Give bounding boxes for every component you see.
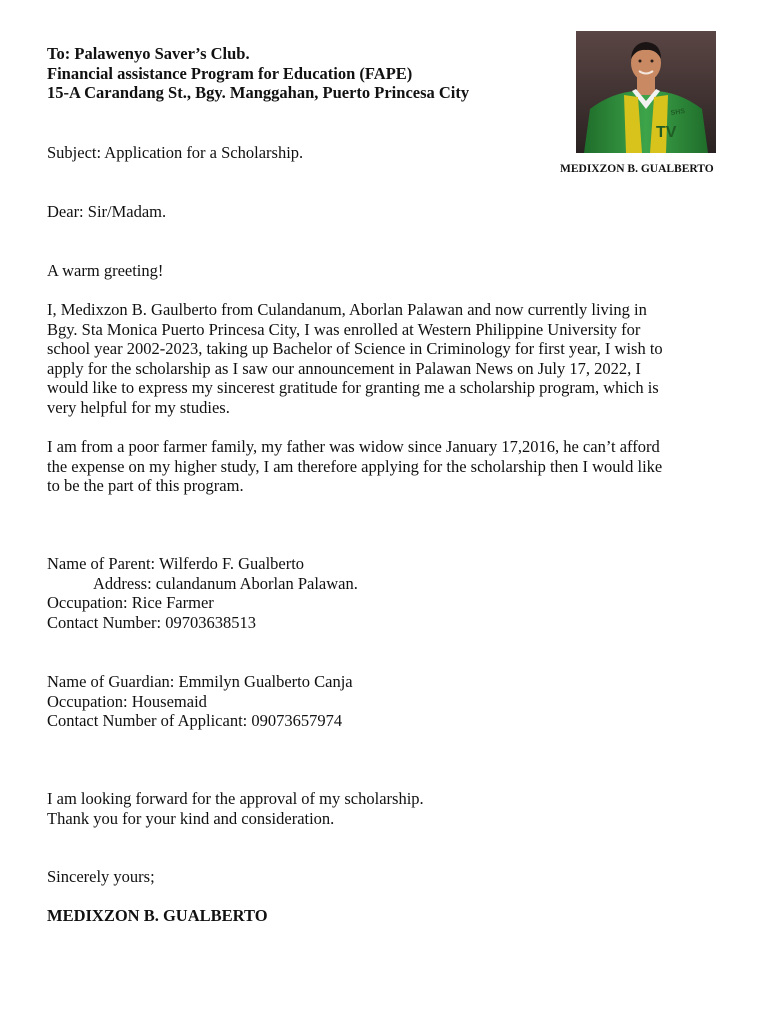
closing-line-1: I am looking forward for the approval of my scholarship.: [47, 789, 424, 808]
applicant-portrait-image: [576, 31, 716, 153]
sash-letters: TV: [656, 124, 677, 141]
paragraph-2-line: the expense on my higher study, I am therefore applying for the scholarship then I would like: [47, 456, 663, 476]
recipient-address: [47, 44, 469, 103]
salutation: Dear: Sir/Madam.: [47, 202, 167, 221]
sign-off: Sincerely yours;: [47, 867, 155, 886]
parent-name: Name of Parent: Wilferdo F. Gualberto: [47, 554, 305, 573]
parent-contact: Contact Number: 09703638513: [47, 612, 256, 632]
signature-name: MEDIXZON B. GUALBERTO: [47, 906, 268, 925]
applicant-photo: [576, 31, 716, 153]
subject-line: Subject: Application for a Scholarship.: [47, 143, 304, 162]
closing-line-2: Thank you for your kind and consideration.: [47, 808, 335, 828]
paragraph-1-line: Bgy. Sta Monica Puerto Princesa City, I was enrolled at Western Philippine University for: [47, 319, 641, 339]
applicant-contact: Contact Number of Applicant: 09073657974: [47, 711, 343, 731]
parent-address: Address: culandanum Aborlan Palawan.: [93, 573, 358, 593]
closing-remarks: [47, 789, 727, 828]
paragraph-1-line: I, Medixzon B. Gaulberto from Culandanum, Aborlan Palawan and now currently living in: [47, 300, 647, 319]
paragraph-2: [47, 437, 727, 496]
paragraph-2-line: to be the part of this program.: [47, 476, 244, 496]
recipient-line-2: Financial assistance Program for Education (FAPE): [47, 63, 413, 83]
sash-badge-text: SHS: [670, 108, 686, 117]
paragraph-1: [47, 300, 727, 418]
parent-info: [47, 554, 727, 632]
paragraph-1-line: would like to express my sincerest gratitude for granting me a scholarship program, which is: [47, 378, 659, 398]
photo-caption: MEDIXZON B. GUALBERTO: [560, 163, 714, 175]
paragraph-1-line: very helpful for my studies.: [47, 397, 230, 417]
paragraph-1-line: apply for the scholarship as I saw our announcement in Palawan News on July 17, 2022, I: [47, 358, 641, 378]
recipient-line-3: 15-A Carandang St., Bgy. Manggahan, Puerto Princesa City: [47, 83, 470, 103]
guardian-occupation: Occupation: Housemaid: [47, 691, 207, 711]
paragraph-1-line: school year 2002-2023, taking up Bachelor of Science in Criminology for first year, I wish to: [47, 339, 663, 359]
guardian-name: Name of Guardian: Emmilyn Gualberto Canja: [47, 672, 353, 691]
guardian-info: [47, 672, 727, 731]
recipient-line-1: To: Palawenyo Saver’s Club.: [47, 44, 250, 63]
paragraph-2-line: I am from a poor farmer family, my father was widow since January 17,2016, he can’t afford: [47, 437, 660, 456]
parent-occupation: Occupation: Rice Farmer: [47, 593, 214, 613]
greeting: A warm greeting!: [47, 261, 164, 280]
